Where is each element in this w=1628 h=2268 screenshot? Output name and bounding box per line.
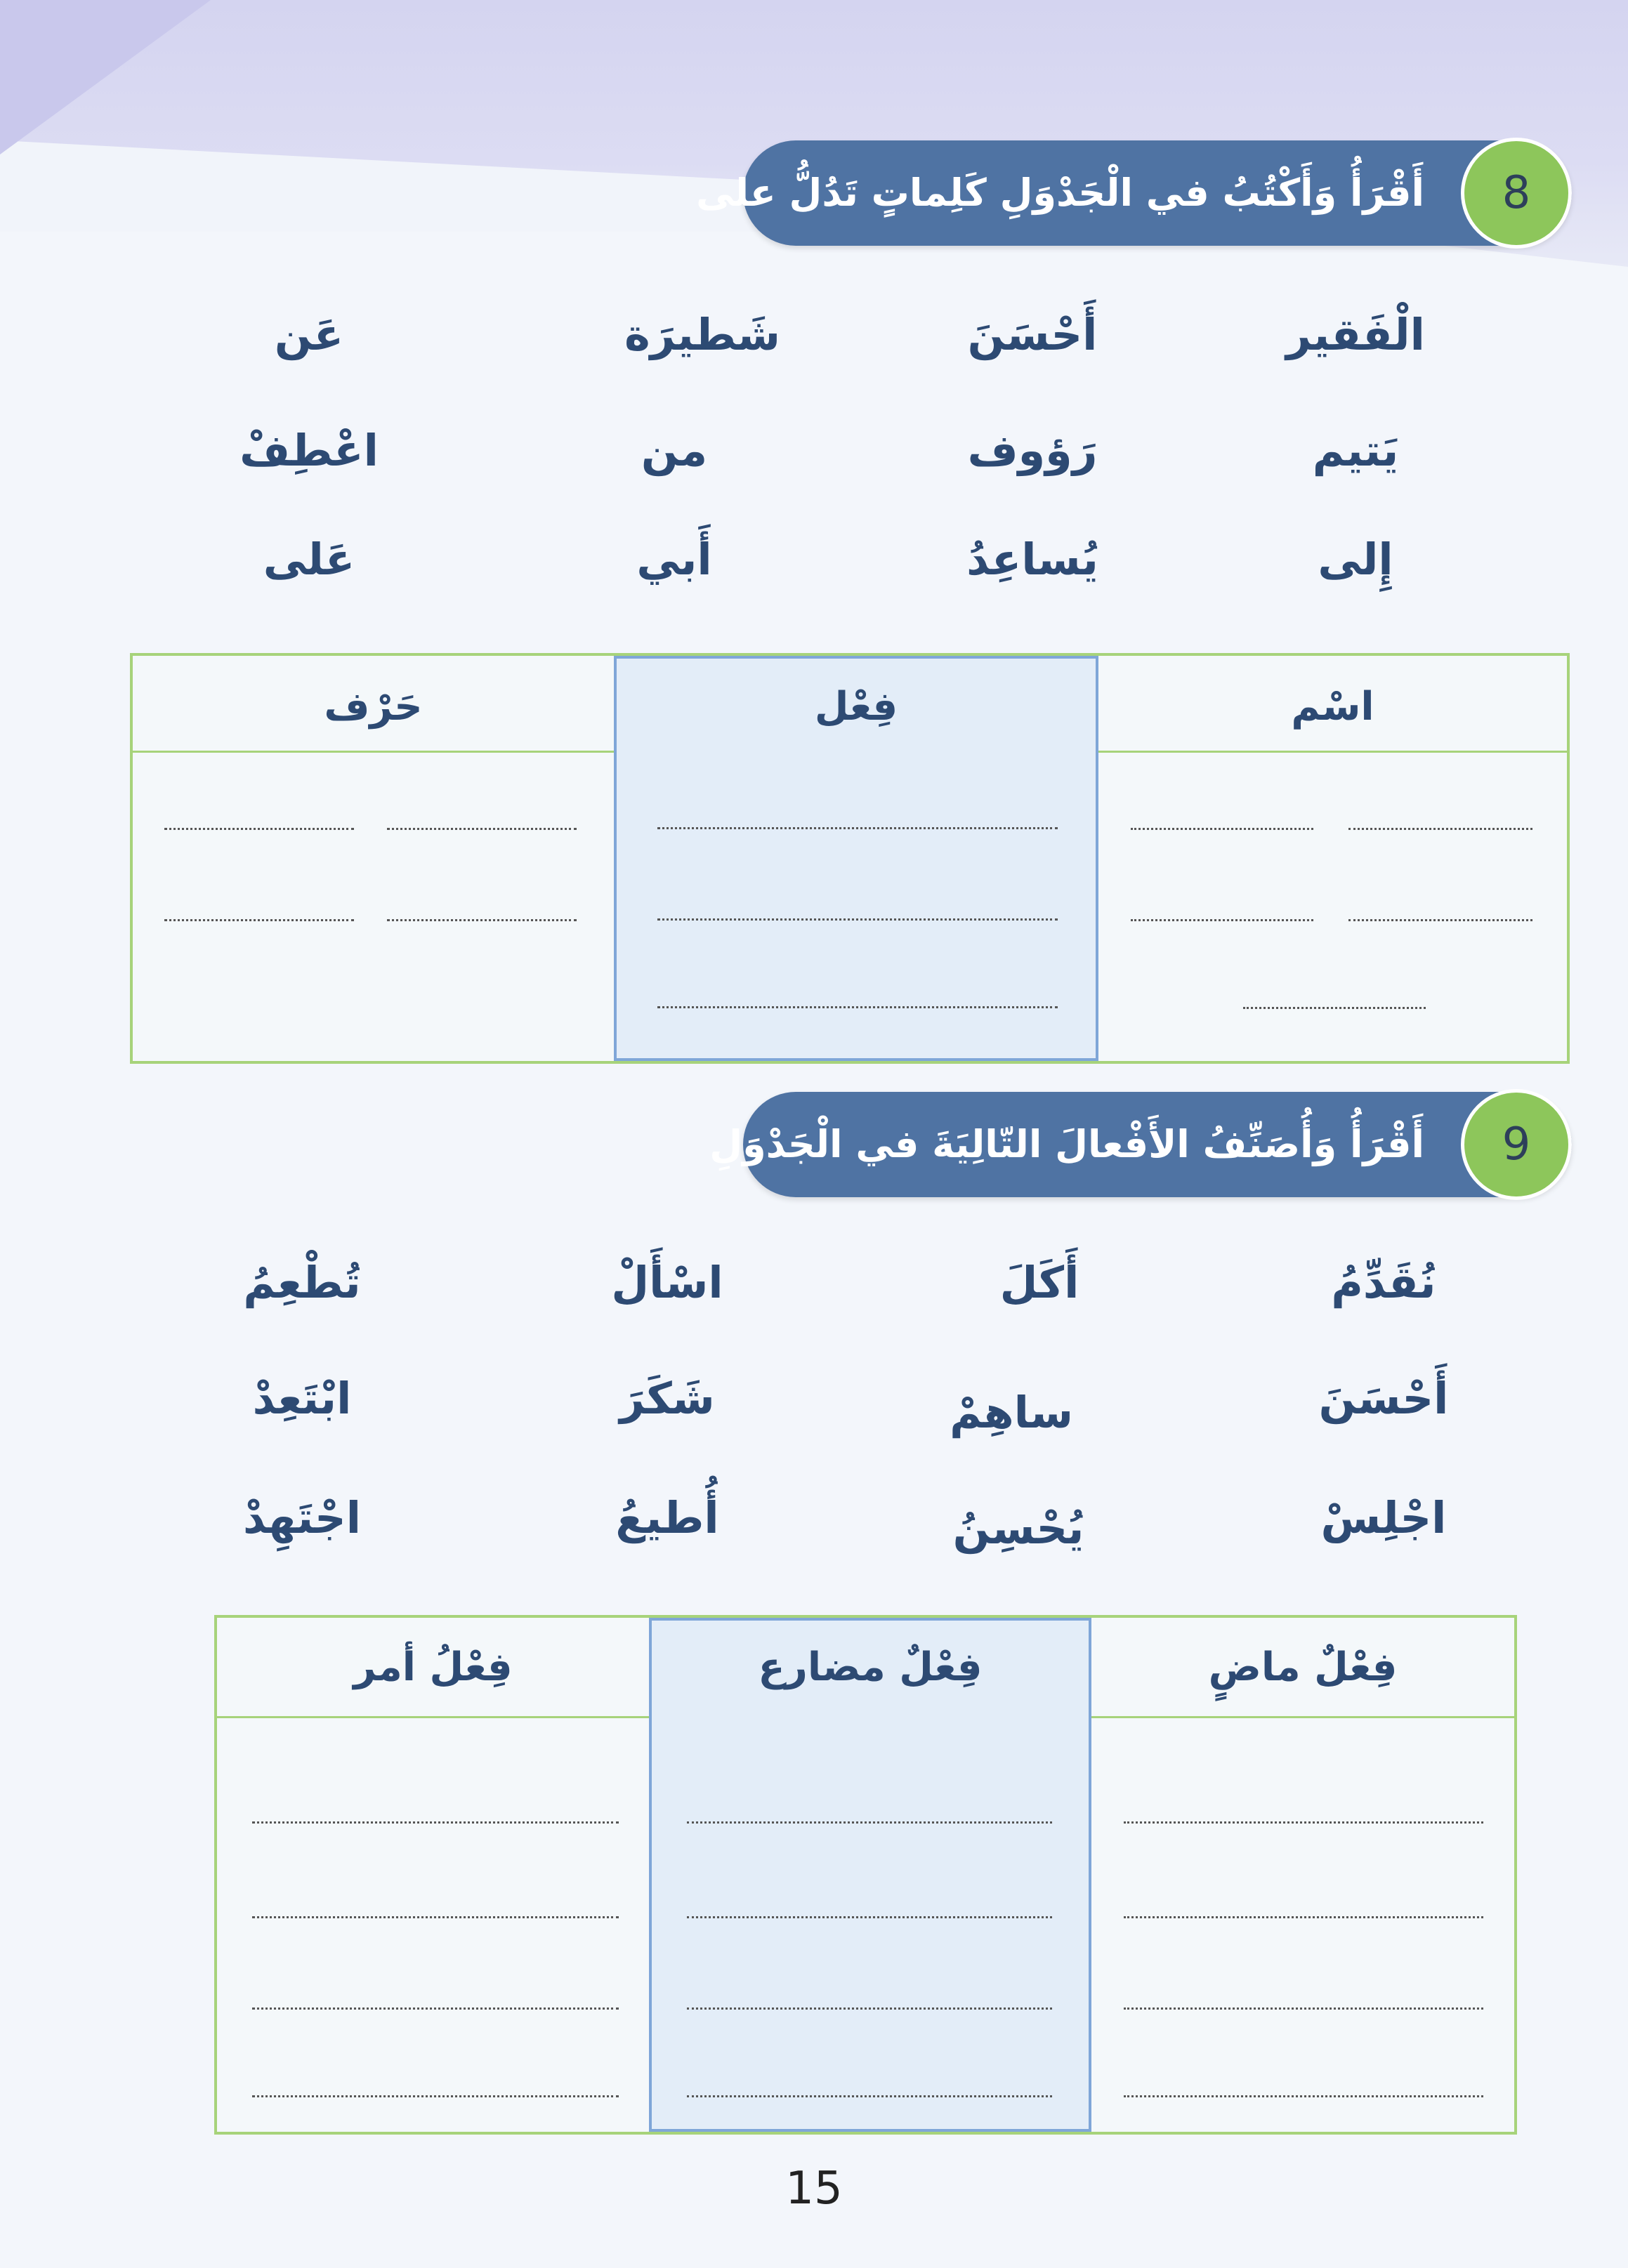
exercise-9-number: 9	[1461, 1089, 1572, 1200]
word-item: من	[641, 425, 708, 476]
answer-line[interactable]	[1243, 1007, 1426, 1009]
word-item: يُساعِدُ	[966, 534, 1098, 585]
particle-column	[133, 656, 614, 1061]
page-number: 15	[785, 2163, 843, 2215]
answer-line[interactable]	[657, 827, 1058, 829]
word-item: أَبي	[636, 534, 712, 585]
answer-line[interactable]	[252, 2007, 619, 2010]
answer-line[interactable]	[1348, 919, 1532, 921]
noun-column	[1096, 656, 1570, 1061]
answer-line[interactable]	[687, 2007, 1052, 2010]
word-item: عَلى	[263, 534, 355, 585]
answer-line[interactable]	[1131, 828, 1313, 830]
word-item: شَكَرَ	[619, 1373, 715, 1424]
word-item: رَؤوف	[967, 425, 1098, 476]
present-tense-column-header: فِعْلٌ مضارع	[758, 1644, 983, 1690]
answer-line[interactable]	[1131, 919, 1313, 921]
answer-line[interactable]	[164, 919, 354, 921]
word-item: ساهِمْ	[950, 1387, 1073, 1438]
answer-line[interactable]	[387, 919, 577, 921]
exercise-9-header	[709, 1092, 1572, 1197]
word-item: ابْتَعِدْ	[252, 1373, 352, 1424]
answer-line[interactable]	[387, 828, 577, 830]
word-item: يَتيم	[1312, 425, 1399, 476]
imperative-column-header: فِعْلُ أمر	[353, 1644, 513, 1690]
answer-line[interactable]	[1124, 2007, 1483, 2010]
answer-line[interactable]	[1124, 1821, 1483, 1824]
present-tense-column	[649, 1618, 1091, 2132]
particle-column-header: حَرْف	[324, 684, 423, 730]
word-item: تُطْعِمُ	[243, 1257, 361, 1308]
exercise-8-title: أَقْرَأُ وَأَكْتُبُ في الْجَدْوَلِ كَلِماتٍ تَدُلُّ على	[696, 171, 1424, 215]
answer-line[interactable]	[252, 2095, 619, 2097]
word-item: اجْلِسْ	[1320, 1492, 1447, 1543]
word-item: نُقَدِّمُ	[1331, 1257, 1436, 1308]
imperative-column	[217, 1618, 649, 2132]
word-item: أَحْسَنَ	[967, 309, 1098, 360]
exercise-9-title: أَقْرَأُ وَأُصَنِّفُ الأَفْعالَ التّالِيَةَ في الْجَدْوَلِ	[709, 1122, 1424, 1166]
answer-line[interactable]	[657, 1006, 1058, 1008]
word-item: أَحْسَنَ	[1318, 1373, 1449, 1424]
verb-column-header: فِعْل	[814, 684, 898, 730]
word-item: إِلى	[1318, 534, 1393, 585]
answer-line[interactable]	[252, 1821, 619, 1824]
word-item: شَطيرَة	[624, 309, 780, 360]
answer-line[interactable]	[687, 1821, 1052, 1824]
answer-line[interactable]	[1348, 828, 1532, 830]
verb-column	[614, 656, 1098, 1061]
word-item: يُحْسِنُ	[952, 1503, 1084, 1554]
exercise-8-header	[696, 140, 1572, 246]
answer-line[interactable]	[687, 1916, 1052, 1918]
past-tense-column-header: فِعْلٌ ماضٍ	[1208, 1644, 1398, 1690]
word-item: الْفَقير	[1286, 309, 1425, 360]
answer-line[interactable]	[164, 828, 354, 830]
word-item: اجْتَهِدْ	[243, 1492, 361, 1543]
exercise-9-table	[214, 1615, 1517, 2135]
word-item: أُطيعُ	[615, 1492, 719, 1543]
exercise-8-number: 8	[1461, 138, 1572, 249]
answer-line[interactable]	[657, 918, 1058, 921]
answer-line[interactable]	[687, 2095, 1052, 2097]
answer-line[interactable]	[1124, 2095, 1483, 2097]
noun-column-header: اسْم	[1291, 684, 1374, 730]
word-item: أَكَلَ	[999, 1257, 1079, 1308]
answer-line[interactable]	[252, 1916, 619, 1918]
past-tense-column	[1089, 1618, 1517, 2132]
exercise-8-table	[130, 653, 1570, 1064]
word-item: اعْطِفْ	[239, 425, 379, 476]
word-item: عَن	[274, 309, 344, 360]
answer-line[interactable]	[1124, 1916, 1483, 1918]
word-item: اسْأَلْ	[611, 1257, 723, 1308]
